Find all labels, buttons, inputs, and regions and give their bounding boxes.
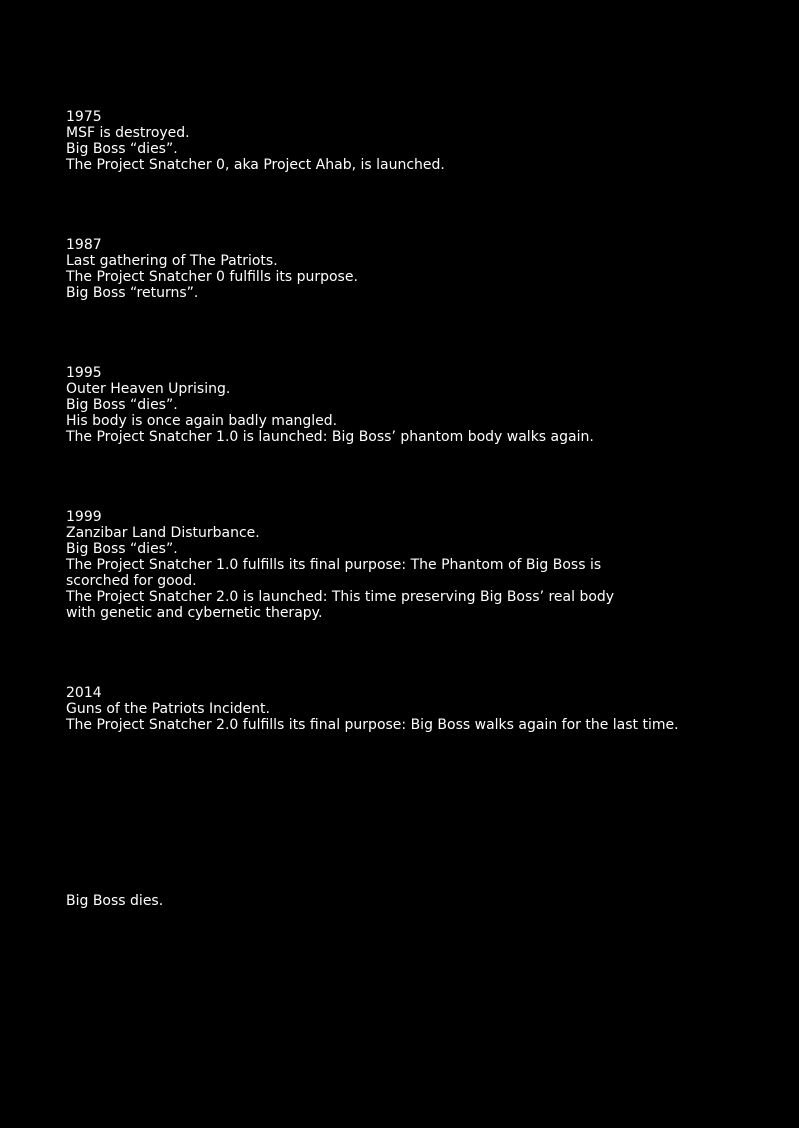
timeline-entry-1995 <box>66 365 766 445</box>
entry-line: His body is once again badly mangled. <box>66 413 338 429</box>
entry-year: 1987 <box>66 237 102 253</box>
entry-line: Big Boss “dies”. <box>66 141 178 157</box>
ending-statement <box>66 893 766 909</box>
entry-line: Guns of the Patriots Incident. <box>66 701 270 717</box>
entry-line: Outer Heaven Uprising. <box>66 381 231 397</box>
timeline-entry-1975 <box>66 109 766 173</box>
entry-line: The Project Snatcher 2.0 is launched: This time preserving Big Boss’ real body with genetic and cybernetic therapy. <box>66 589 615 621</box>
entry-line: Big Boss “dies”. <box>66 541 178 557</box>
entry-year: 2014 <box>66 685 102 701</box>
entry-line: Last gathering of The Patriots. <box>66 253 278 269</box>
timeline-entry-1987 <box>66 237 766 301</box>
entry-line: The Project Snatcher 2.0 fulfills its final purpose: Big Boss walks again for the last time. <box>66 717 679 733</box>
entry-line: The Project Snatcher 1.0 is launched: Big Boss’ phantom body walks again. <box>66 429 594 445</box>
entry-year: 1995 <box>66 365 102 381</box>
entry-year: 1999 <box>66 509 102 525</box>
entry-year: 1975 <box>66 109 102 125</box>
timeline-entry-2014 <box>66 685 766 733</box>
entry-line: Zanzibar Land Disturbance. <box>66 525 260 541</box>
entry-line: Big Boss “dies”. <box>66 397 178 413</box>
entry-line: Big Boss “returns”. <box>66 285 199 301</box>
entry-line: The Project Snatcher 1.0 fulfills its final purpose: The Phantom of Big Boss is scorched for good. <box>66 557 602 589</box>
timeline-entry-1999 <box>66 509 766 621</box>
entry-line: The Project Snatcher 0 fulfills its purpose. <box>66 269 358 285</box>
ending-line: Big Boss dies. <box>66 893 164 909</box>
entry-line: MSF is destroyed. <box>66 125 190 141</box>
entry-line: The Project Snatcher 0, aka Project Ahab, is launched. <box>66 157 445 173</box>
